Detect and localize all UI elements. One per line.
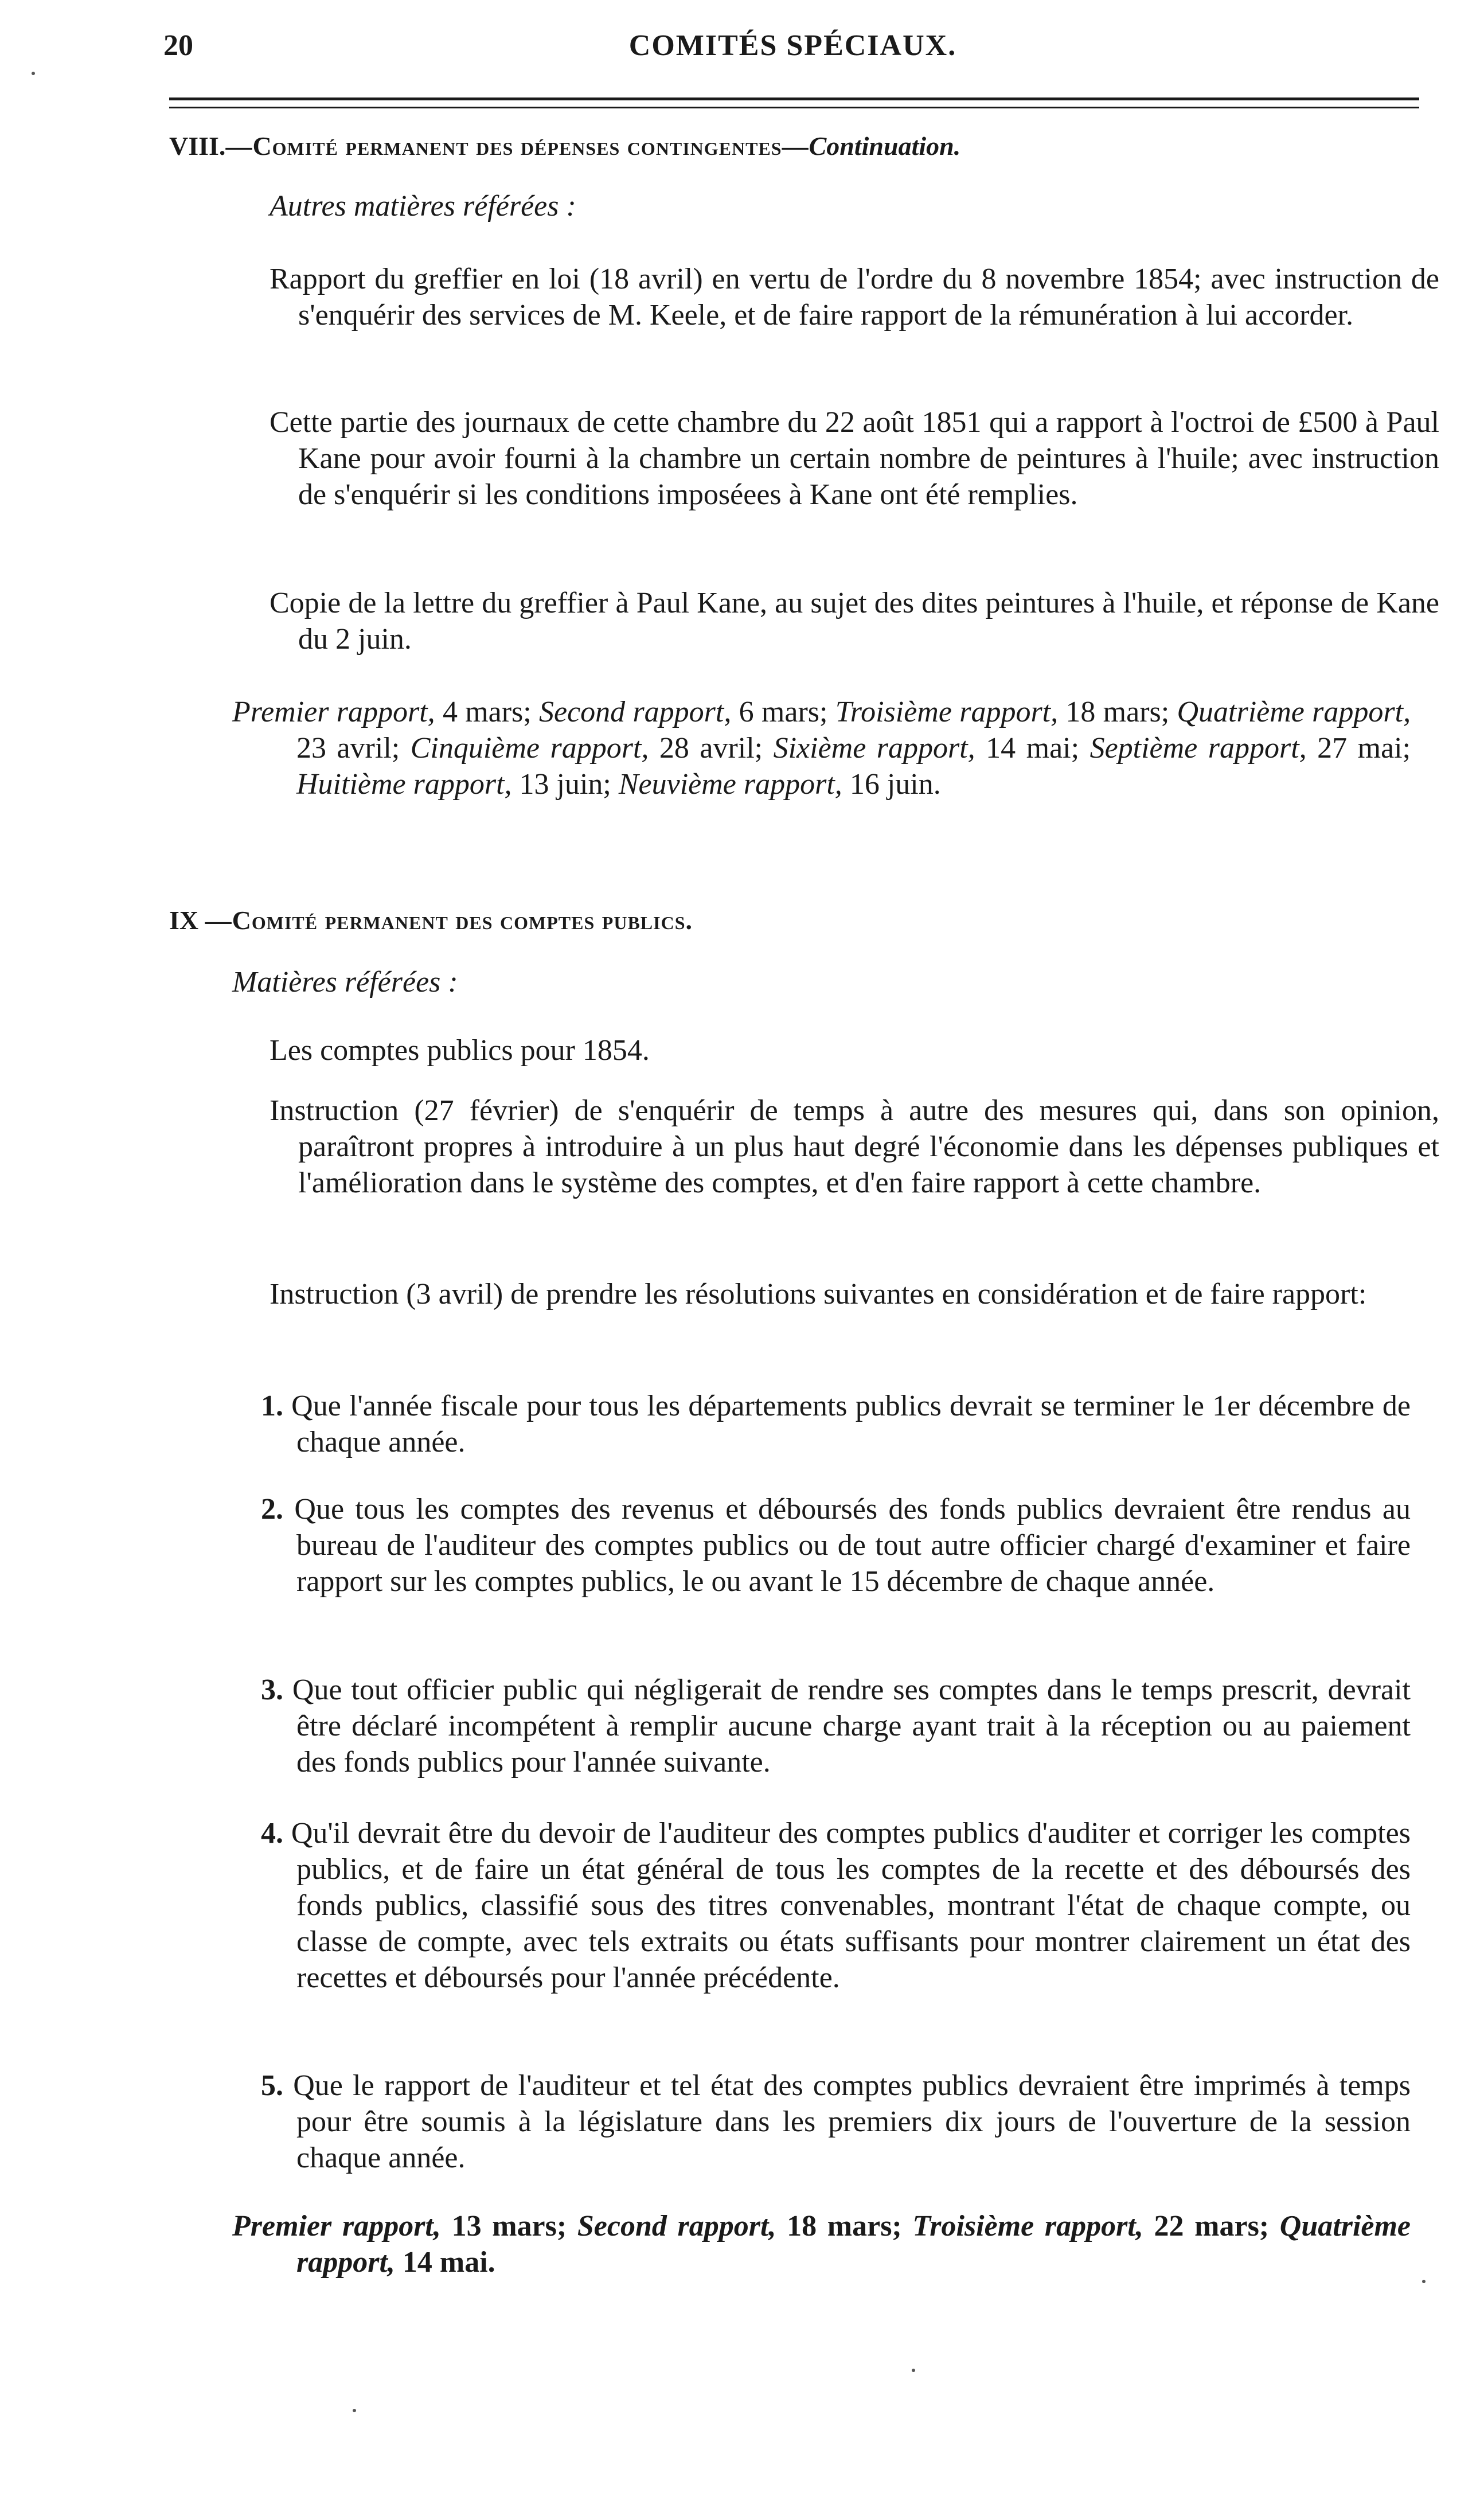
section-heading-ix	[169, 905, 693, 935]
item-text: Que tous les comptes des revenus et déboursés des fonds publics devraient être rendus au bureau de l'auditeur des comptes publics ou de tout autre officier chargé d'examiner et faire rapport sur les comptes publics, le ou avant le 15 décembre de chaque année.	[294, 1493, 1411, 1598]
item-number: 4.	[261, 1817, 283, 1850]
item-text: Qu'il devrait être du devoir de l'auditeur des comptes publics d'auditer et corriger les comptes publics, et de faire un état général de tous les comptes de la recette et des déboursés des fonds publics, classifié sous des titres convenables, montrant l'état de chaque compte, ou classe de compte, avec tels extraits ou états suffisants pour montrer clairement un état des recettes et déboursés pour l'année précédente.	[291, 1817, 1411, 1994]
page-header	[163, 23, 1422, 75]
page-number: 20	[163, 29, 193, 62]
paragraph: Copie de la lettre du greffier à Paul Kane, au sujet des dites peintures à l'huile, et réponse de Kane du 2 juin.	[270, 587, 1439, 656]
section-title: —Comité permanent des comptes publics.	[205, 906, 693, 935]
list-item	[261, 2068, 1411, 2176]
scan-speck	[1422, 2280, 1426, 2283]
report-name: Troisième rapport,	[835, 696, 1059, 728]
report-name: Quatrième rapport,	[296, 2210, 1411, 2279]
paragraph: Cette partie des journaux de cette chambre du 22 août 1851 qui a rapport à l'octroi de £500 à Paul Kane pour avoir fourni à la chambre un certain nombre de peintures à l'huile; avec instruction de s'enquérir si les conditions imposéees à Kane ont été remplies.	[270, 406, 1439, 511]
report-name: Troisième rapport,	[912, 2210, 1143, 2242]
report-name: Sixième rapport,	[773, 732, 975, 765]
section-numeral: VIII.	[169, 131, 226, 161]
report-date: 14 mai;	[986, 732, 1080, 765]
item-text: Que le rapport de l'auditeur et tel état des comptes publics devraient être imprimés à temps pour être soumis à la législature dans les premiers dix jours de l'ouverture de la session chaque année.	[293, 2069, 1411, 2174]
running-title: COMITÉS SPÉCIAUX.	[628, 29, 957, 62]
item-number: 5.	[261, 2069, 283, 2102]
item-number: 3.	[261, 1674, 283, 1706]
header-rule	[169, 97, 1419, 100]
paragraph: Instruction (27 février) de s'enquérir de temps à autre des mesures qui, dans son opinion, paraîtront propres à introduire à un plus haut degré l'économie dans les dépenses publiques et l'amélioration dans le système des comptes, et d'en faire rapport à cette chambre.	[270, 1094, 1439, 1199]
list-item	[261, 1388, 1411, 1460]
reports-list-ix	[232, 2208, 1411, 2280]
report-name: Cinquième rapport,	[410, 732, 649, 765]
header-rule	[169, 107, 1419, 108]
section-numeral: IX	[169, 906, 199, 935]
scan-speck	[32, 72, 35, 75]
report-date: 27 mai;	[1317, 732, 1411, 765]
report-date: 14 mai.	[402, 2246, 495, 2279]
report-name: Second rapport,	[577, 2210, 776, 2242]
item-text: Que l'année fiscale pour tous les départements publics devrait se terminer le 1er décembre de chaque année.	[291, 1390, 1411, 1458]
paragraph: Instruction (3 avril) de prendre les résolutions suivantes en considération et de faire rapport:	[270, 1278, 1367, 1310]
list-item	[261, 1672, 1411, 1780]
list-item	[261, 1815, 1411, 1996]
subheading-viii: Autres matières référées :	[270, 190, 576, 223]
scan-speck	[353, 2409, 356, 2412]
report-date: 18 mars;	[787, 2210, 902, 2242]
report-date: 23 avril;	[296, 732, 400, 765]
report-name: Huitième rapport,	[296, 768, 512, 801]
report-date: 13 mars;	[451, 2210, 567, 2242]
item-number: 1.	[261, 1390, 283, 1422]
report-date: 18 mars;	[1065, 696, 1170, 728]
report-name: Septième rapport,	[1089, 732, 1307, 765]
report-name: Neuvième rapport,	[618, 768, 842, 801]
section-continuation: Continuation.	[809, 131, 961, 161]
report-date: 16 juin.	[849, 768, 941, 801]
paragraph: Les comptes publics pour 1854.	[270, 1034, 650, 1067]
scan-speck	[912, 2369, 915, 2372]
list-item	[261, 1491, 1411, 1600]
report-name: Premier rapport,	[232, 696, 435, 728]
report-date: 6 mars;	[739, 696, 828, 728]
report-name: Second rapport,	[539, 696, 732, 728]
report-date: 22 mars;	[1154, 2210, 1270, 2242]
paragraph: Rapport du greffier en loi (18 avril) en vertu de l'ordre du 8 novembre 1854; avec instruction de s'enquérir des services de M. Keele, et de faire rapport de la rémunération à lui accorder.	[270, 263, 1439, 331]
report-date: 28 avril;	[659, 732, 763, 765]
report-name: Premier rapport,	[232, 2210, 441, 2242]
subheading-ix: Matières référées :	[232, 966, 458, 999]
section-title: —Comité permanent des dépenses contingentes—	[225, 131, 809, 161]
report-date: 13 juin;	[519, 768, 611, 801]
reports-list-viii	[232, 694, 1411, 802]
report-date: 4 mars;	[442, 696, 532, 728]
item-number: 2.	[261, 1493, 283, 1526]
section-heading-viii	[169, 131, 960, 161]
report-name: Quatrième rapport,	[1177, 696, 1411, 728]
item-text: Que tout officier public qui négligerait de rendre ses comptes dans le temps prescrit, devrait être déclaré incompétent à remplir aucune charge ayant trait à la réception ou au paiement des fonds publics pour l'année suivante.	[292, 1674, 1411, 1778]
